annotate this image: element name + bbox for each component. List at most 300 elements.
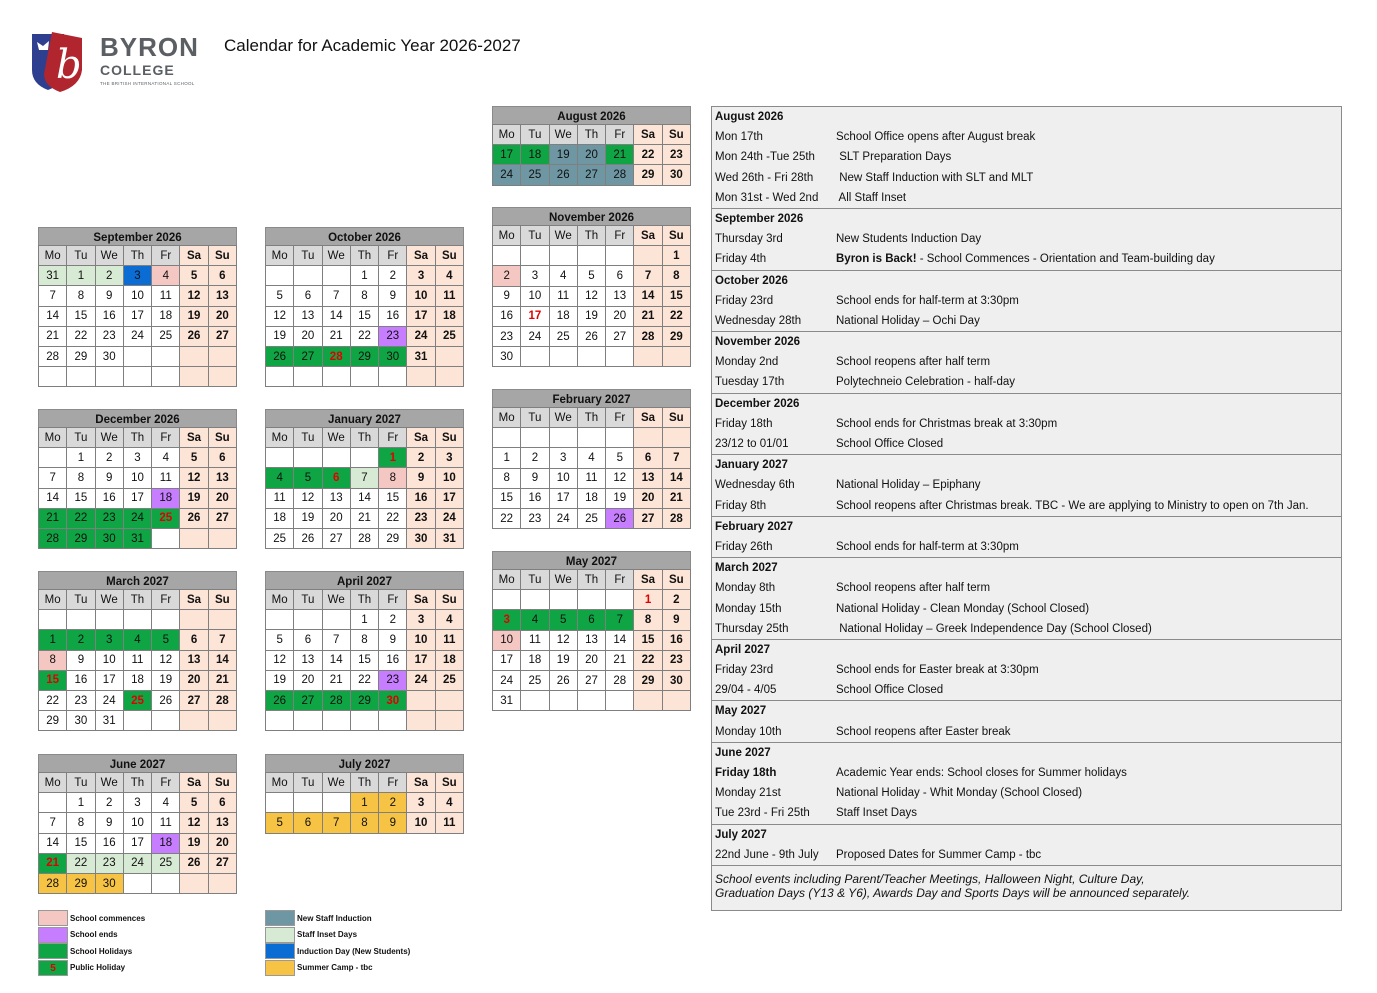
calendar-day-cell bbox=[294, 448, 322, 468]
calendar-day-cell: 2 bbox=[379, 610, 407, 630]
calendar-day-cell bbox=[407, 711, 435, 731]
calendar-day-cell: 4 bbox=[435, 793, 463, 813]
calendar-day-cell: 16 bbox=[379, 306, 407, 326]
event-text: National Holiday – Ochi Day bbox=[836, 314, 980, 327]
weekday-header: Tu bbox=[521, 570, 549, 590]
weekday-header: Th bbox=[123, 246, 151, 266]
calendar-day-cell: 6 bbox=[208, 266, 236, 286]
calendar-day-cell: 14 bbox=[322, 306, 350, 326]
calendar-day-cell: 29 bbox=[67, 873, 95, 893]
weekday-header: Fr bbox=[379, 246, 407, 266]
calendar-day-cell: 8 bbox=[350, 286, 378, 306]
event-text: School Office Closed bbox=[836, 684, 944, 697]
weekday-header: Sa bbox=[180, 428, 208, 448]
event-description bbox=[836, 372, 1015, 392]
calendar-day-cell bbox=[407, 690, 435, 710]
calendar-day-cell bbox=[435, 711, 463, 731]
calendar-day-cell bbox=[294, 266, 322, 286]
calendar-day-cell bbox=[493, 590, 521, 610]
calendar-day-cell bbox=[521, 347, 549, 367]
event-date: Monday 21st bbox=[715, 787, 781, 800]
calendar-day-cell: 13 bbox=[180, 650, 208, 670]
calendar-day-cell: 27 bbox=[294, 346, 322, 366]
calendar-day-cell: 12 bbox=[577, 286, 605, 306]
calendar-day-cell: 27 bbox=[577, 670, 605, 690]
weekday-header: Fr bbox=[606, 408, 634, 428]
calendar-day-cell: 13 bbox=[208, 468, 236, 488]
event-text: All Staff Inset bbox=[836, 191, 907, 204]
weekday-header: Th bbox=[123, 773, 151, 793]
calendar-day-cell: 9 bbox=[95, 813, 123, 833]
calendar-day-cell: 21 bbox=[322, 670, 350, 690]
event-text: Polytechneio Celebration - half-day bbox=[836, 376, 1015, 389]
calendar-day-cell: 15 bbox=[67, 306, 95, 326]
calendar-day-cell: 17 bbox=[123, 306, 151, 326]
calendar-day-cell: 25 bbox=[435, 670, 463, 690]
weekday-header: Mo bbox=[266, 590, 294, 610]
calendar-day-cell bbox=[606, 590, 634, 610]
calendar-day-cell: 28 bbox=[39, 346, 67, 366]
calendar-day-cell: 27 bbox=[606, 326, 634, 346]
calendar-day-cell: 1 bbox=[662, 246, 690, 266]
calendar-day-cell: 29 bbox=[350, 346, 378, 366]
calendar-day-cell: 19 bbox=[577, 306, 605, 326]
event-month-heading: August 2026 bbox=[715, 111, 784, 123]
event-row bbox=[712, 311, 1341, 331]
weekday-header: Tu bbox=[67, 590, 95, 610]
calendar-day-cell: 20 bbox=[577, 650, 605, 670]
calendar-day-cell: 19 bbox=[180, 306, 208, 326]
event-row bbox=[712, 803, 1341, 823]
event-date: Friday 18th bbox=[715, 417, 773, 430]
calendar-day-cell bbox=[180, 346, 208, 366]
calendar-day-cell: 22 bbox=[634, 145, 662, 165]
legend-label: Induction Day (New Students) bbox=[297, 946, 411, 956]
event-description bbox=[836, 352, 990, 372]
calendar-day-cell: 21 bbox=[662, 488, 690, 508]
weekday-header: Sa bbox=[634, 570, 662, 590]
calendar-day-cell bbox=[294, 367, 322, 387]
calendar-day-cell bbox=[435, 690, 463, 710]
legend-item bbox=[38, 960, 125, 976]
calendar-day-cell bbox=[294, 711, 322, 731]
event-date: Friday 26th bbox=[715, 540, 773, 553]
calendar-day-cell: 19 bbox=[549, 650, 577, 670]
calendar-day-cell: 6 bbox=[294, 630, 322, 650]
calendar-day-cell: 7 bbox=[39, 286, 67, 306]
legend-item bbox=[265, 943, 410, 959]
calendar-day-cell bbox=[322, 793, 350, 813]
calendar-day-cell bbox=[493, 428, 521, 448]
calendar-day-cell: 3 bbox=[521, 266, 549, 286]
event-description bbox=[836, 291, 1019, 311]
calendar-day-cell: 9 bbox=[521, 468, 549, 488]
calendar-day-cell: 28 bbox=[39, 873, 67, 893]
calendar-day-cell: 8 bbox=[67, 468, 95, 488]
calendar-day-cell: 1 bbox=[493, 448, 521, 468]
calendar-day-cell: 15 bbox=[350, 650, 378, 670]
calendar-day-cell: 25 bbox=[521, 670, 549, 690]
calendar-day-cell: 28 bbox=[634, 326, 662, 346]
calendar-day-cell: 12 bbox=[180, 468, 208, 488]
weekday-header: Sa bbox=[634, 408, 662, 428]
calendar-day-cell: 17 bbox=[407, 650, 435, 670]
calendar-day-cell bbox=[67, 610, 95, 630]
calendar-day-cell: 17 bbox=[95, 670, 123, 690]
calendar-may bbox=[492, 551, 691, 711]
event-text: Academic Year ends: School closes for Summer holidays bbox=[836, 767, 1127, 779]
calendar-day-cell: 6 bbox=[208, 793, 236, 813]
event-month-section bbox=[712, 640, 1341, 702]
weekday-header: Mo bbox=[266, 246, 294, 266]
calendar-day-cell: 3 bbox=[123, 266, 151, 286]
calendar-day-cell: 10 bbox=[123, 813, 151, 833]
calendar-day-cell bbox=[606, 691, 634, 711]
calendar-apr bbox=[265, 571, 464, 731]
weekday-header: Th bbox=[123, 428, 151, 448]
calendar-day-cell: 20 bbox=[577, 145, 605, 165]
calendar-day-cell: 28 bbox=[606, 670, 634, 690]
weekday-header: Th bbox=[350, 428, 378, 448]
calendar-day-cell: 11 bbox=[521, 630, 549, 650]
calendar-day-cell: 7 bbox=[39, 468, 67, 488]
event-date: Monday 10th bbox=[715, 725, 782, 738]
weekday-header: Tu bbox=[294, 590, 322, 610]
calendar-day-cell: 18 bbox=[549, 306, 577, 326]
calendar-day-cell: 28 bbox=[208, 690, 236, 710]
calendar-day-cell: 7 bbox=[606, 610, 634, 630]
calendar-day-cell: 20 bbox=[294, 326, 322, 346]
legend-swatch bbox=[265, 910, 295, 926]
events-footer-line2: Graduation Days (Y13 & Y6), Awards Day and Sports Days will be announced separately. bbox=[715, 885, 1191, 900]
calendar-day-cell: 27 bbox=[634, 508, 662, 528]
calendar-day-cell: 26 bbox=[180, 508, 208, 528]
event-date: Monday 8th bbox=[715, 582, 776, 595]
event-row bbox=[712, 619, 1341, 639]
calendar-day-cell: 16 bbox=[407, 488, 435, 508]
calendar-day-cell: 5 bbox=[180, 793, 208, 813]
calendar-month-title: January 2027 bbox=[265, 409, 464, 427]
calendar-day-cell bbox=[123, 610, 151, 630]
calendar-day-cell: 29 bbox=[634, 165, 662, 185]
calendar-day-cell: 11 bbox=[266, 488, 294, 508]
calendar-day-cell: 21 bbox=[39, 853, 67, 873]
calendar-day-cell: 20 bbox=[180, 670, 208, 690]
calendar-oct bbox=[265, 227, 464, 387]
calendar-day-cell: 25 bbox=[549, 326, 577, 346]
calendar-day-cell: 24 bbox=[435, 508, 463, 528]
calendar-day-cell: 30 bbox=[379, 690, 407, 710]
event-date: Tue 23rd - Fri 25th bbox=[715, 807, 810, 820]
calendar-day-cell: 20 bbox=[294, 670, 322, 690]
calendar-day-cell: 6 bbox=[294, 286, 322, 306]
calendar-day-cell: 15 bbox=[67, 833, 95, 853]
event-text: Staff Inset Days bbox=[836, 807, 917, 820]
calendar-day-cell: 14 bbox=[350, 488, 378, 508]
calendar-day-cell: 18 bbox=[152, 488, 180, 508]
legend-label: School Holidays bbox=[70, 946, 133, 956]
calendar-day-cell bbox=[67, 367, 95, 387]
weekday-header: Th bbox=[577, 570, 605, 590]
calendar-month-title: July 2027 bbox=[265, 754, 464, 772]
weekday-header: Mo bbox=[493, 570, 521, 590]
calendar-sep bbox=[38, 227, 237, 387]
event-month-section bbox=[712, 517, 1341, 558]
calendar-day-cell: 10 bbox=[521, 286, 549, 306]
calendar-month-title: December 2026 bbox=[38, 409, 237, 427]
event-month-section bbox=[712, 701, 1341, 742]
calendar-nov bbox=[492, 207, 691, 367]
calendar-day-cell: 30 bbox=[95, 528, 123, 548]
event-description bbox=[836, 496, 1309, 516]
event-description bbox=[836, 475, 980, 495]
weekday-header: Sa bbox=[180, 590, 208, 610]
event-row bbox=[712, 680, 1341, 700]
calendar-day-cell: 4 bbox=[152, 266, 180, 286]
calendar-day-cell: 20 bbox=[322, 508, 350, 528]
calendar-day-cell: 25 bbox=[123, 690, 151, 710]
calendar-day-cell: 23 bbox=[95, 508, 123, 528]
legend-label: New Staff Induction bbox=[297, 913, 372, 923]
calendar-day-cell: 10 bbox=[407, 813, 435, 833]
event-row bbox=[712, 722, 1341, 742]
calendar-day-cell: 13 bbox=[294, 650, 322, 670]
calendar-day-cell bbox=[266, 711, 294, 731]
calendar-day-cell bbox=[521, 428, 549, 448]
event-date: Wednesday 6th bbox=[715, 479, 795, 492]
calendar-day-cell bbox=[322, 610, 350, 630]
calendar-day-cell bbox=[322, 711, 350, 731]
weekday-header: We bbox=[95, 428, 123, 448]
event-month-heading: February 2027 bbox=[715, 520, 793, 533]
weekday-header: Su bbox=[435, 590, 463, 610]
calendar-day-cell: 20 bbox=[634, 488, 662, 508]
calendar-day-cell: 3 bbox=[435, 448, 463, 468]
calendar-day-cell bbox=[123, 873, 151, 893]
event-date: Thursday 3rd bbox=[715, 233, 783, 246]
legend-swatch bbox=[38, 943, 68, 959]
calendar-day-cell: 10 bbox=[123, 468, 151, 488]
calendar-month-title: March 2027 bbox=[38, 571, 237, 589]
calendar-day-cell: 5 bbox=[180, 266, 208, 286]
calendar-day-cell: 19 bbox=[266, 670, 294, 690]
event-row bbox=[712, 147, 1341, 167]
event-date: Friday 4th bbox=[715, 253, 767, 266]
event-month-heading: October 2026 bbox=[715, 274, 788, 287]
event-description bbox=[836, 578, 990, 598]
event-month-section bbox=[712, 743, 1341, 825]
event-row bbox=[712, 188, 1341, 208]
event-month-heading: July 2027 bbox=[715, 828, 767, 841]
calendar-day-cell: 18 bbox=[152, 306, 180, 326]
calendar-day-cell: 17 bbox=[493, 145, 521, 165]
event-description bbox=[836, 599, 1089, 619]
weekday-header: Tu bbox=[67, 773, 95, 793]
calendar-day-cell bbox=[521, 590, 549, 610]
weekday-header: Mo bbox=[493, 125, 521, 145]
calendar-day-cell: 13 bbox=[322, 488, 350, 508]
event-description bbox=[836, 188, 906, 208]
calendar-day-cell bbox=[152, 610, 180, 630]
calendar-day-cell: 8 bbox=[634, 610, 662, 630]
calendar-day-cell: 1 bbox=[67, 448, 95, 468]
calendar-day-cell: 17 bbox=[493, 650, 521, 670]
weekday-header: Tu bbox=[521, 408, 549, 428]
weekday-header: Fr bbox=[379, 773, 407, 793]
calendar-day-cell: 21 bbox=[350, 508, 378, 528]
calendar-day-cell: 3 bbox=[407, 266, 435, 286]
calendar-day-cell: 16 bbox=[67, 670, 95, 690]
weekday-header: Su bbox=[208, 590, 236, 610]
weekday-header: Th bbox=[350, 246, 378, 266]
calendar-day-cell: 28 bbox=[606, 165, 634, 185]
weekday-header: Su bbox=[435, 428, 463, 448]
calendar-day-cell: 20 bbox=[606, 306, 634, 326]
calendar-day-cell bbox=[662, 691, 690, 711]
calendar-month-title: February 2027 bbox=[492, 389, 691, 407]
event-date: Friday 23rd bbox=[715, 294, 774, 307]
calendar-day-cell bbox=[294, 793, 322, 813]
event-date: Mon 24th -Tue 25th bbox=[715, 151, 815, 164]
calendar-day-cell bbox=[123, 367, 151, 387]
calendar-month-title: May 2027 bbox=[492, 551, 691, 569]
weekday-header: Tu bbox=[521, 226, 549, 246]
event-date: Friday 8th bbox=[715, 499, 767, 512]
event-text: School reopens after half term bbox=[836, 356, 991, 369]
calendar-day-cell: 8 bbox=[67, 286, 95, 306]
calendar-day-cell bbox=[662, 428, 690, 448]
calendar-day-cell: 14 bbox=[322, 650, 350, 670]
event-date: Friday 18th bbox=[715, 767, 777, 779]
event-text: School reopens after Easter break bbox=[836, 725, 1011, 738]
calendar-day-cell: 1 bbox=[67, 793, 95, 813]
calendar-day-cell: 2 bbox=[95, 266, 123, 286]
event-text: - School Commences - Orientation and Team-building day bbox=[916, 253, 1215, 266]
calendar-day-cell: 24 bbox=[95, 690, 123, 710]
calendar-day-cell bbox=[180, 873, 208, 893]
calendar-day-cell: 19 bbox=[294, 508, 322, 528]
events-footer-line1: School events including Parent/Teacher Meetings, Halloween Night, Culture Day, bbox=[715, 871, 1145, 886]
calendar-day-cell: 15 bbox=[379, 488, 407, 508]
weekday-header: Fr bbox=[606, 226, 634, 246]
calendar-day-cell: 12 bbox=[180, 813, 208, 833]
calendar-day-cell: 3 bbox=[407, 793, 435, 813]
calendar-day-cell: 29 bbox=[634, 670, 662, 690]
logo-tagline: THE BRITISH INTERNATIONAL SCHOOL bbox=[100, 81, 195, 86]
calendar-day-cell: 25 bbox=[152, 508, 180, 528]
calendar-day-cell: 12 bbox=[266, 650, 294, 670]
calendar-day-cell: 3 bbox=[549, 448, 577, 468]
calendar-day-cell: 15 bbox=[39, 670, 67, 690]
calendar-day-cell: 19 bbox=[180, 488, 208, 508]
event-month-heading: December 2026 bbox=[715, 397, 800, 410]
calendar-day-cell bbox=[577, 246, 605, 266]
event-date: Tuesday 17th bbox=[715, 376, 785, 389]
calendar-day-cell bbox=[634, 347, 662, 367]
weekday-header: Su bbox=[662, 226, 690, 246]
event-text: School Office Closed bbox=[836, 438, 944, 450]
legend-swatch bbox=[265, 943, 295, 959]
calendar-day-cell bbox=[549, 246, 577, 266]
calendar-day-cell: 16 bbox=[521, 488, 549, 508]
event-text: New Students Induction Day bbox=[836, 233, 982, 246]
calendar-day-cell: 21 bbox=[606, 650, 634, 670]
calendar-day-cell: 4 bbox=[549, 266, 577, 286]
weekday-header: Fr bbox=[152, 773, 180, 793]
weekday-header: Mo bbox=[39, 773, 67, 793]
calendar-day-cell: 18 bbox=[266, 508, 294, 528]
calendar-day-cell: 14 bbox=[634, 286, 662, 306]
calendar-day-cell bbox=[662, 347, 690, 367]
event-description bbox=[836, 845, 1041, 865]
calendar-day-cell: 31 bbox=[407, 346, 435, 366]
calendar-day-cell: 14 bbox=[208, 650, 236, 670]
weekday-header: Su bbox=[662, 408, 690, 428]
calendar-day-cell: 22 bbox=[67, 853, 95, 873]
calendar-day-cell: 15 bbox=[662, 286, 690, 306]
calendar-day-cell bbox=[379, 367, 407, 387]
calendar-day-cell: 11 bbox=[435, 813, 463, 833]
calendar-day-cell bbox=[152, 367, 180, 387]
calendar-day-cell: 30 bbox=[662, 165, 690, 185]
calendar-day-cell bbox=[266, 367, 294, 387]
calendar-day-cell: 22 bbox=[493, 508, 521, 528]
calendar-day-cell: 31 bbox=[435, 528, 463, 548]
calendar-month-title: October 2026 bbox=[265, 227, 464, 245]
calendar-day-cell: 13 bbox=[208, 813, 236, 833]
calendar-day-cell: 31 bbox=[493, 691, 521, 711]
calendar-day-cell: 7 bbox=[208, 630, 236, 650]
event-row bbox=[712, 578, 1341, 598]
event-row bbox=[712, 599, 1341, 619]
calendar-day-cell: 19 bbox=[606, 488, 634, 508]
calendar-day-cell: 26 bbox=[549, 670, 577, 690]
calendar-day-cell bbox=[379, 711, 407, 731]
weekday-header: We bbox=[322, 246, 350, 266]
calendar-day-cell: 9 bbox=[379, 630, 407, 650]
event-row bbox=[712, 660, 1341, 680]
calendar-day-cell: 9 bbox=[407, 468, 435, 488]
calendar-day-cell: 17 bbox=[123, 488, 151, 508]
calendar-mar bbox=[38, 571, 237, 731]
calendar-day-cell: 21 bbox=[39, 508, 67, 528]
calendar-day-cell: 24 bbox=[123, 853, 151, 873]
calendar-day-cell: 10 bbox=[549, 468, 577, 488]
calendar-day-cell: 12 bbox=[152, 650, 180, 670]
calendar-day-cell: 11 bbox=[435, 630, 463, 650]
calendar-day-cell: 15 bbox=[493, 488, 521, 508]
event-description bbox=[836, 147, 951, 167]
event-month-heading: September 2026 bbox=[715, 212, 804, 225]
weekday-header: Su bbox=[435, 773, 463, 793]
calendar-day-cell bbox=[322, 448, 350, 468]
calendar-month-title: August 2026 bbox=[492, 106, 691, 124]
event-highlight: Byron is Back! bbox=[836, 253, 917, 266]
calendar-day-cell: 11 bbox=[577, 468, 605, 488]
event-row bbox=[712, 414, 1341, 434]
event-text: New Staff Induction with SLT and MLT bbox=[836, 171, 1034, 184]
calendar-day-cell bbox=[435, 346, 463, 366]
event-date: 29/04 - 4/05 bbox=[715, 684, 777, 697]
events-panel bbox=[711, 106, 1342, 911]
event-row bbox=[712, 845, 1341, 865]
weekday-header: Fr bbox=[379, 428, 407, 448]
calendar-day-cell: 7 bbox=[634, 266, 662, 286]
calendar-day-cell: 7 bbox=[322, 813, 350, 833]
calendar-day-cell bbox=[493, 246, 521, 266]
event-row bbox=[712, 352, 1341, 372]
weekday-header: Sa bbox=[407, 428, 435, 448]
